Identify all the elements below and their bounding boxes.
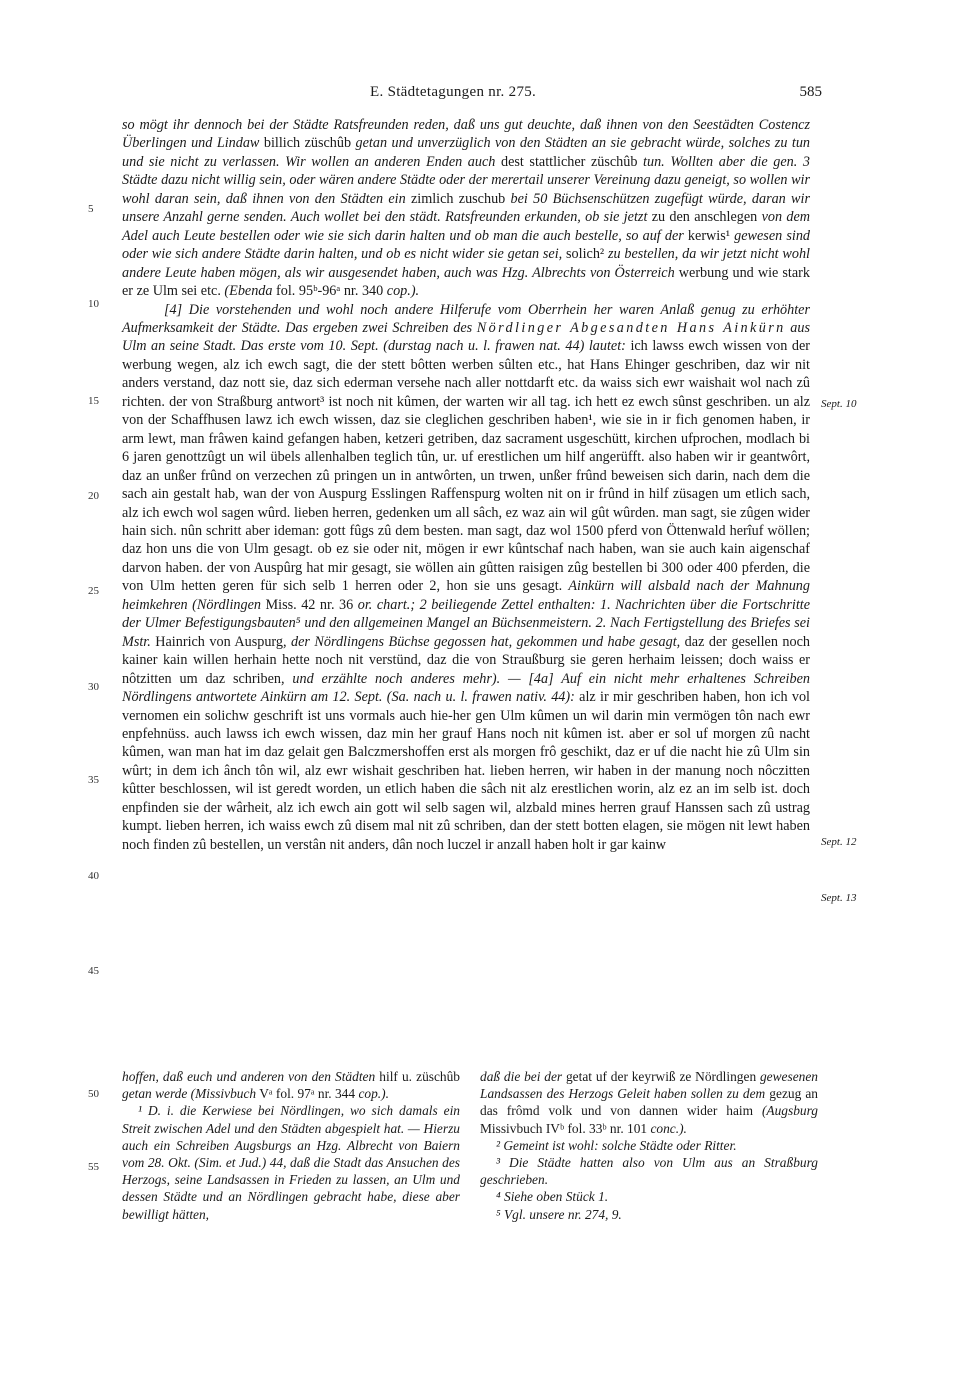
line-number: 50	[88, 1088, 99, 1100]
source-text: hilf u. züschûb	[375, 1069, 461, 1084]
main-text	[122, 116, 810, 854]
source-text: solich²	[562, 246, 608, 263]
editorial-text: ¹ D. i. die Kerwiese bei Nördlingen, wo sich damals ein Streit zwischen Adel und den Städten abgespielt hat. — Hierzu auch ein Schreiben Augsburgs an Hzg. Albrecht von Baiern vom 28. Okt. (Sim. et Jud.) 44, daß die Stadt das Ansuchen des Herzogs, seine Landsassen in Frieden zu lassen, an Ulm und dessen Städte und an Nördlingen gebracht habe, diese aber bewilligt hätten,	[122, 1103, 460, 1222]
margin-date-note: Sept. 10	[821, 398, 857, 410]
paragraph	[122, 116, 810, 301]
line-number: 25	[88, 585, 99, 597]
editorial-text: gewesen sind oder wie sich andere Städte darin halten, und ob es nicht wider sie getan sei,	[122, 227, 811, 263]
footnote-column-left	[122, 1068, 460, 1223]
editorial-text: conc.).	[650, 1120, 687, 1136]
editorial-text: [4] Die vorstehenden und wohl noch andere Hilferufe vom Oberrhein her waren Anlaß genug zu erhöhter Aufmerksamkeit der Städte. Das ergeben zwei Schreiben des	[122, 301, 810, 336]
editorial-text: gewesenen Landsassen des Herzogs Geleit haben sollen zu dem	[480, 1069, 818, 1102]
spaced-name: Nördlinger Abgesandten Hans Ainkürn	[476, 319, 786, 336]
running-header	[122, 84, 822, 106]
line-number: 45	[88, 965, 99, 977]
source-text: getat uf der keyrwiß ze Nördlingen	[562, 1069, 760, 1084]
editorial-text: und erzählte noch anderes mehr). — [4a] Auf ein nicht mehr erhaltenes Schreiben Nördlingens antwortete Ainkürn am 12. Sept. (Sa. nach u. l. frawen nativ. 44):	[122, 670, 810, 706]
line-number: 30	[88, 681, 99, 693]
footnote-column-right	[480, 1068, 818, 1223]
source-text: fol. 95ᵇ-96ᵃ nr. 340	[272, 283, 387, 300]
source-text: kerwis¹	[683, 227, 735, 244]
editorial-text: Ainkürn will alsbald nach der Mahnung heimkehren (Nördlingen	[122, 578, 810, 613]
footnote	[480, 1206, 818, 1223]
editorial-text: zu bestellen, da wir jetzt nicht wohl andere Leute haben mögen, als wir ausgesendet haben, auch was Hzg. Albrechts von Österreich	[122, 246, 810, 281]
line-number: 55	[88, 1161, 99, 1173]
margin-date-note: Sept. 12	[821, 836, 857, 848]
editorial-text: hoffen, daß euch und anderen von den Städten	[122, 1069, 376, 1084]
editorial-text: von dem Adel auch Leute bestellen oder wie sie sich darin halten und ob man die auch bestelle, so auf der	[122, 209, 810, 244]
line-number: 15	[88, 395, 99, 407]
footnote	[480, 1188, 818, 1205]
page-number: 585	[799, 84, 822, 100]
editorial-text: der Nördlingens Büchse gegossen hat, gekommen und habe gesagt,	[291, 633, 681, 650]
footnote	[480, 1154, 818, 1188]
source-text: ich lawss ewch wissen von der werbung wegen, alz ich ewch sagt, die der stett bôtten werben sûlten etc., hat Hans Ehinger geschriben, daz wir nit anders verstand, daz nott sie, daz sich ederman versehe nach aller nottdarft etc. da waiss sich ewr waishait wol nach zû richten. der von Straßburg antwort³ ist noch nit kûmen, der warten wir all tag. ich hett ez ewch sûnst geschriben. un alz von der Schaffhusen lawz ich ewch wissen, daz sie cleglichen geschriben haben¹, wie sie in ir fich genomen haben, ir arm lewt, man frâwen kaind gefangen haben, ketzeri getriben, daz sacrament usgeschütt, kirchen ufprochen, modlach bi 6 jaren genottzûgt un wil übels allenhalben teglich tûn, ur. uf erestlichen um hilf angerüfft. also haben wir ir geantwôrt, daz an unßer frûnd on verzechen zû pringen un in antwôrten, un trwen, unßer frûnd beweisen sich darin, nach dem die sach ain gestalt hab, wan der von Auspurg Esslingen Raffenspurg wolten nit on ir frûnd in hilf züsagen um etlich sach, alz ich ewch wol sagen wûrd. lieben herren, gedenken um all sâch, ez waz ain wil gût wûrden. man sagt, sie zûgen wider hain sich. nûn schritt aber ideman: gott fûgs zû dem besten. man sagt, daz wol 1500 pferd von Öttenwald herîuf wöllen; daz hon uns die von Ulm gesagt. ob ez sie oder nit, mögen ir ewr kûntschaf nach haben, wan sie auch kain aigenschaf darvon haben. der von Auspûrg hat mir gesagt, sie wöllen ain gûtten raisigen zûg bestellen bi 300 oder 400 pferden, die von Ulm hetten geren für sich selb 1 herren oder 2, hon sie uns gesagt.	[122, 338, 810, 595]
source-text: Hainrich von Auspurg,	[150, 633, 292, 650]
footnote	[122, 1102, 460, 1222]
source-text: billich züschûb	[259, 135, 356, 152]
margin-date-note: Sept. 13	[821, 892, 857, 904]
editorial-text: getan und unverzüglich von den Städten an sie gebracht würde, solches zu tun und sie nicht zu verlassen. Wir wollen an anderen Enden auch	[122, 135, 811, 170]
editorial-text: so mögt ihr dennoch bei der Städte Ratsfreunden reden, daß uns gut deuchte, daß ihnen von den Seestädten Costencz Überlingen und Lindaw	[122, 117, 810, 152]
line-number: 5	[88, 203, 94, 215]
line-number: 35	[88, 774, 99, 786]
editorial-text: ³ Die Städte hatten also von Ulm aus an Straßburg geschrieben.	[480, 1155, 818, 1188]
editorial-text: or. chart.; 2 beiliegende Zettel enthalten: 1. Nachrichten über die Fortschritte der Ulmer Befestigungsbauten⁵ und den allgemeinen Mangel an Büchsenmeistern. 2. Nach Fertigstellung des Briefes sei Mstr.	[122, 596, 811, 650]
editorial-text: ² Gemeint ist wohl: solche Städte oder Ritter.	[496, 1137, 737, 1153]
editorial-text: ⁴ Siehe oben Stück 1.	[496, 1189, 609, 1205]
footnote-continuation	[480, 1068, 818, 1137]
footnote	[480, 1137, 818, 1154]
source-text: dest stattlicher züschûb	[495, 153, 644, 170]
source-text: werbung und wie stark er ze Ulm sei etc.	[122, 264, 810, 300]
editorial-text: bei 50 Büchsenschützen zugefügt würde, daran wir unsere Anzahl gerne senden. Auch wollet bei den städt. Ratsfreunden erkunden, ob sie jetzt	[122, 190, 810, 226]
running-title: E. Städtetagungen nr. 275.	[370, 84, 537, 100]
source-text: daz der gesellen noch kainer kain willen herhain hette noch nit verstünd, daz die von Straußburg sie geren herhaim leissen; doch waiss er nôtzitten um daz schriben,	[122, 633, 811, 687]
editorial-text: cop.).	[386, 283, 420, 300]
source-text: Vᵃ fol. 97ᵃ nr. 344	[256, 1086, 359, 1102]
source-text: zimlich zuschub	[405, 190, 511, 207]
paragraph	[122, 301, 810, 855]
editorial-text: cop.).	[358, 1086, 389, 1102]
editorial-text: (Ebenda	[224, 283, 273, 300]
source-text: alz ir mir geschriben haben, hon ich vol vernomen ein solichw geschrift ist uns vormals auch hie-her gen Ulm kûmen un wil darin min vermögen tôn nach ewr enpfehnüss. auch lawss ich ewch wissen, daz min her grauf Hans noch nit kûmen ist. aber er sol uf morgen zû nacht kûmen, wan man hat im daz gelait gen Balczmershoffen erst als morgen frô geschikt, daz er uf die nacht hie zû Ulm sin wûrt; in dem ich ânch tôn wil, alz ewr wishait geschriben hat. lieben herren, wir haben in der manung noch nôczitten kûtter beschlossen, wil ist geredt worden, un etlich haben die sâch nit alz erestlichen worin, alz ez an im selb ist. doch enpfinden sie der wârheit, alz ich ewch ain gott wil selb sagen wil, alzbald mines herren grauf Hanssen sach zû ustrag kumpt. lieben herren, ich waiss ewch zû disem mal nit zû schriben, dan der stett botten elagen, sie mögen nit lewt haben noch finden zû bestellen, un verstân nit anders, dân noch luczel ir anzall haben holt ir gar kainw	[122, 689, 810, 853]
line-number: 10	[88, 298, 99, 310]
editorial-text: daß die bei der	[480, 1069, 563, 1084]
editorial-text: aus Ulm an seine Stadt. Das erste vom 10. Sept. (durstag nach u. l. frawen nat. 44) lautet:	[122, 319, 811, 355]
line-number: 40	[88, 870, 99, 882]
source-text: Miss. 42 nr. 36	[261, 596, 358, 613]
source-text: Missivbuch IVᵇ fol. 33ᵇ nr. 101	[480, 1120, 651, 1136]
editorial-text: getan werde (Missivbuch	[122, 1086, 257, 1102]
editorial-text: tun. Wollten aber die gen. 3 Städte dazu nicht willig sein, oder wären andere Städte oder der merertail unserer Vereinung dazu geneigt, so wollen wir wohl daran sein, daß ihnen von den Städten ein	[122, 153, 810, 207]
source-text: zu den anschlegen	[647, 209, 762, 226]
footnote-continuation	[122, 1068, 460, 1102]
line-number: 20	[88, 490, 99, 502]
editorial-text: ⁵ Vgl. unsere nr. 274, 9.	[496, 1206, 622, 1222]
source-text: gezug an das frômd volk und von dannen wider haim	[480, 1086, 818, 1119]
editorial-text: (Augsburg	[761, 1103, 818, 1119]
